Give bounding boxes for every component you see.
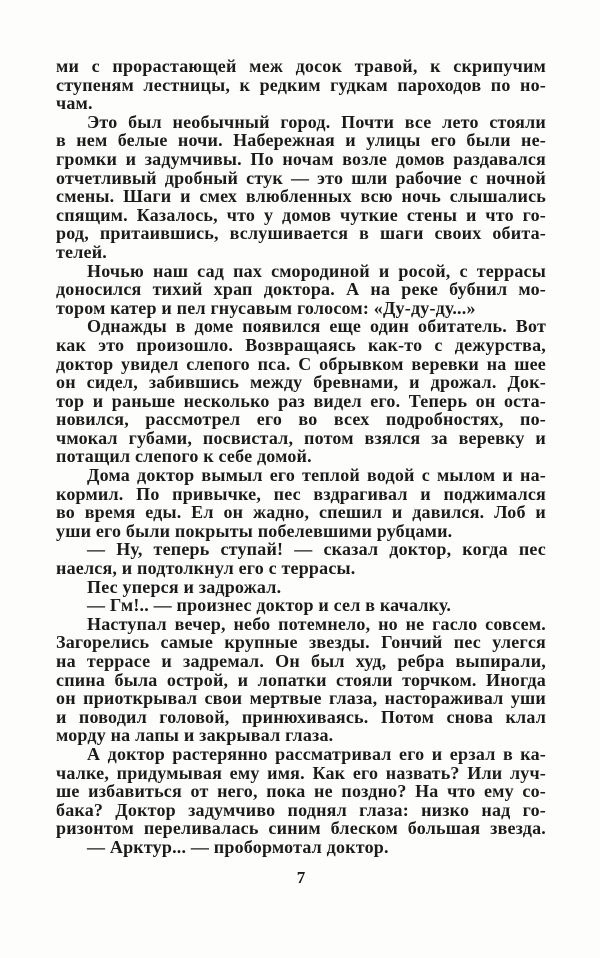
- text-line: морду на лапы и закрывал глаза.: [56, 725, 334, 746]
- text-line: чмокал губами, посвистал, потом взялся за веревку и: [56, 427, 546, 448]
- text-line: кормил. По привычке, пес вздрагивал и поджимался: [56, 483, 546, 504]
- text-line: во время еды. Ел он жадно, спешил и давился. Лоб и: [56, 502, 546, 523]
- text-line: спящим. Казалось, что у домов чуткие стены и что го-: [56, 204, 546, 225]
- paragraph: [56, 317, 546, 466]
- text-line: новился, рассмотрел его во всех подробностях, по-: [56, 409, 546, 430]
- text-line: Однажды в доме появился еще один обитатель. Вот: [87, 316, 546, 337]
- text-line: как это произошло. Возвращаясь как-то с дежурства,: [56, 334, 546, 355]
- paragraph: [56, 615, 546, 745]
- text-line: Это был необычный город. Почти все лето стояли: [87, 111, 546, 132]
- page-number: 7: [296, 868, 306, 887]
- text-line: Наступал вечер, небо потемнело, но не гасло совсем.: [87, 613, 546, 634]
- text-line: громки и задумчивы. По ночам возле домов раздавался: [56, 148, 546, 169]
- paragraph: [56, 57, 546, 113]
- paragraph: [56, 113, 546, 262]
- text-line: доносился тихий храп доктора. А на реке бубнил мо-: [56, 279, 546, 300]
- text-block: [56, 57, 546, 857]
- text-line: ше избавиться от него, пока не поздно? На что ему со-: [56, 781, 546, 802]
- paragraph: [56, 596, 546, 615]
- text-line: он приоткрывал свои мертвые глаза, настораживал уши: [56, 688, 546, 709]
- text-line: А доктор растерянно рассматривал его и ерзал в ка-: [87, 743, 546, 764]
- text-line: уши его были покрыты побелевшими рубцами.: [56, 520, 453, 541]
- text-line: доктор увидел слепого пса. С обрывком веревки на шее: [56, 353, 546, 374]
- text-line: — Арктур... — пробормотал доктор.: [87, 836, 389, 857]
- text-line: в нем белые ночи. Набережная и улицы его были не-: [56, 130, 546, 151]
- text-line: ми с прорастающей меж досок травой, к скрипучим: [56, 56, 546, 76]
- text-line: бака? Доктор задумчиво поднял глаза: низко над го-: [56, 799, 546, 820]
- text-line: чам.: [56, 93, 93, 114]
- text-line: род, притаившись, вслушивается в шаги своих обита-: [56, 223, 546, 244]
- text-line: — Гм!.. — произнес доктор и сел в качалку.: [87, 595, 452, 616]
- text-line: тор и раньше несколько раз видел его. Теперь он оста-: [56, 390, 546, 411]
- text-line: потащил слепого к себе домой.: [56, 446, 312, 467]
- text-line: Загорелись самые крупные звезды. Гончий пес улегся: [56, 632, 546, 653]
- paragraph: [56, 578, 546, 597]
- text-line: ступеням лестницы, к редким гудкам пароходов по но-: [56, 74, 546, 95]
- text-line: на террасе и задремал. Он был худ, ребра выпирали,: [56, 651, 546, 671]
- text-line: он сидел, забившись между бревнами, и дрожал. Док-: [56, 372, 546, 393]
- paragraph: [56, 262, 546, 318]
- text-line: наелся, и подтолкнул его с террасы.: [56, 558, 356, 579]
- paragraph: [56, 745, 546, 857]
- text-line: Дома доктор вымыл его теплой водой с мылом и на-: [87, 465, 546, 486]
- text-line: — Ну, теперь ступай! — сказал доктор, когда пес: [87, 539, 546, 560]
- paragraph: [56, 540, 546, 577]
- text-line: Ночью наш сад пах смородиной и росой, с террасы: [87, 260, 546, 281]
- text-line: телей.: [56, 241, 107, 262]
- text-line: смены. Шаги и смех влюбленных всю ночь слышались: [56, 186, 546, 207]
- text-line: спина была острой, и лопатки стояли торчком. Иногда: [56, 669, 546, 690]
- paragraph: [56, 466, 546, 540]
- text-line: чалке, придумывая ему имя. Как его назвать? Или луч-: [56, 762, 546, 783]
- text-line: Пес уперся и задрожал.: [87, 576, 282, 597]
- text-line: ризонтом переливалась синим блеском большая звезда.: [56, 818, 546, 839]
- text-line: и поводил головой, принюхиваясь. Потом снова клал: [56, 706, 546, 727]
- text-line: тором катер и пел гнусавым голосом: «Ду-ду-ду...»: [56, 297, 476, 318]
- text-line: отчетливый дробный стук — это шли рабочие с ночной: [56, 167, 546, 188]
